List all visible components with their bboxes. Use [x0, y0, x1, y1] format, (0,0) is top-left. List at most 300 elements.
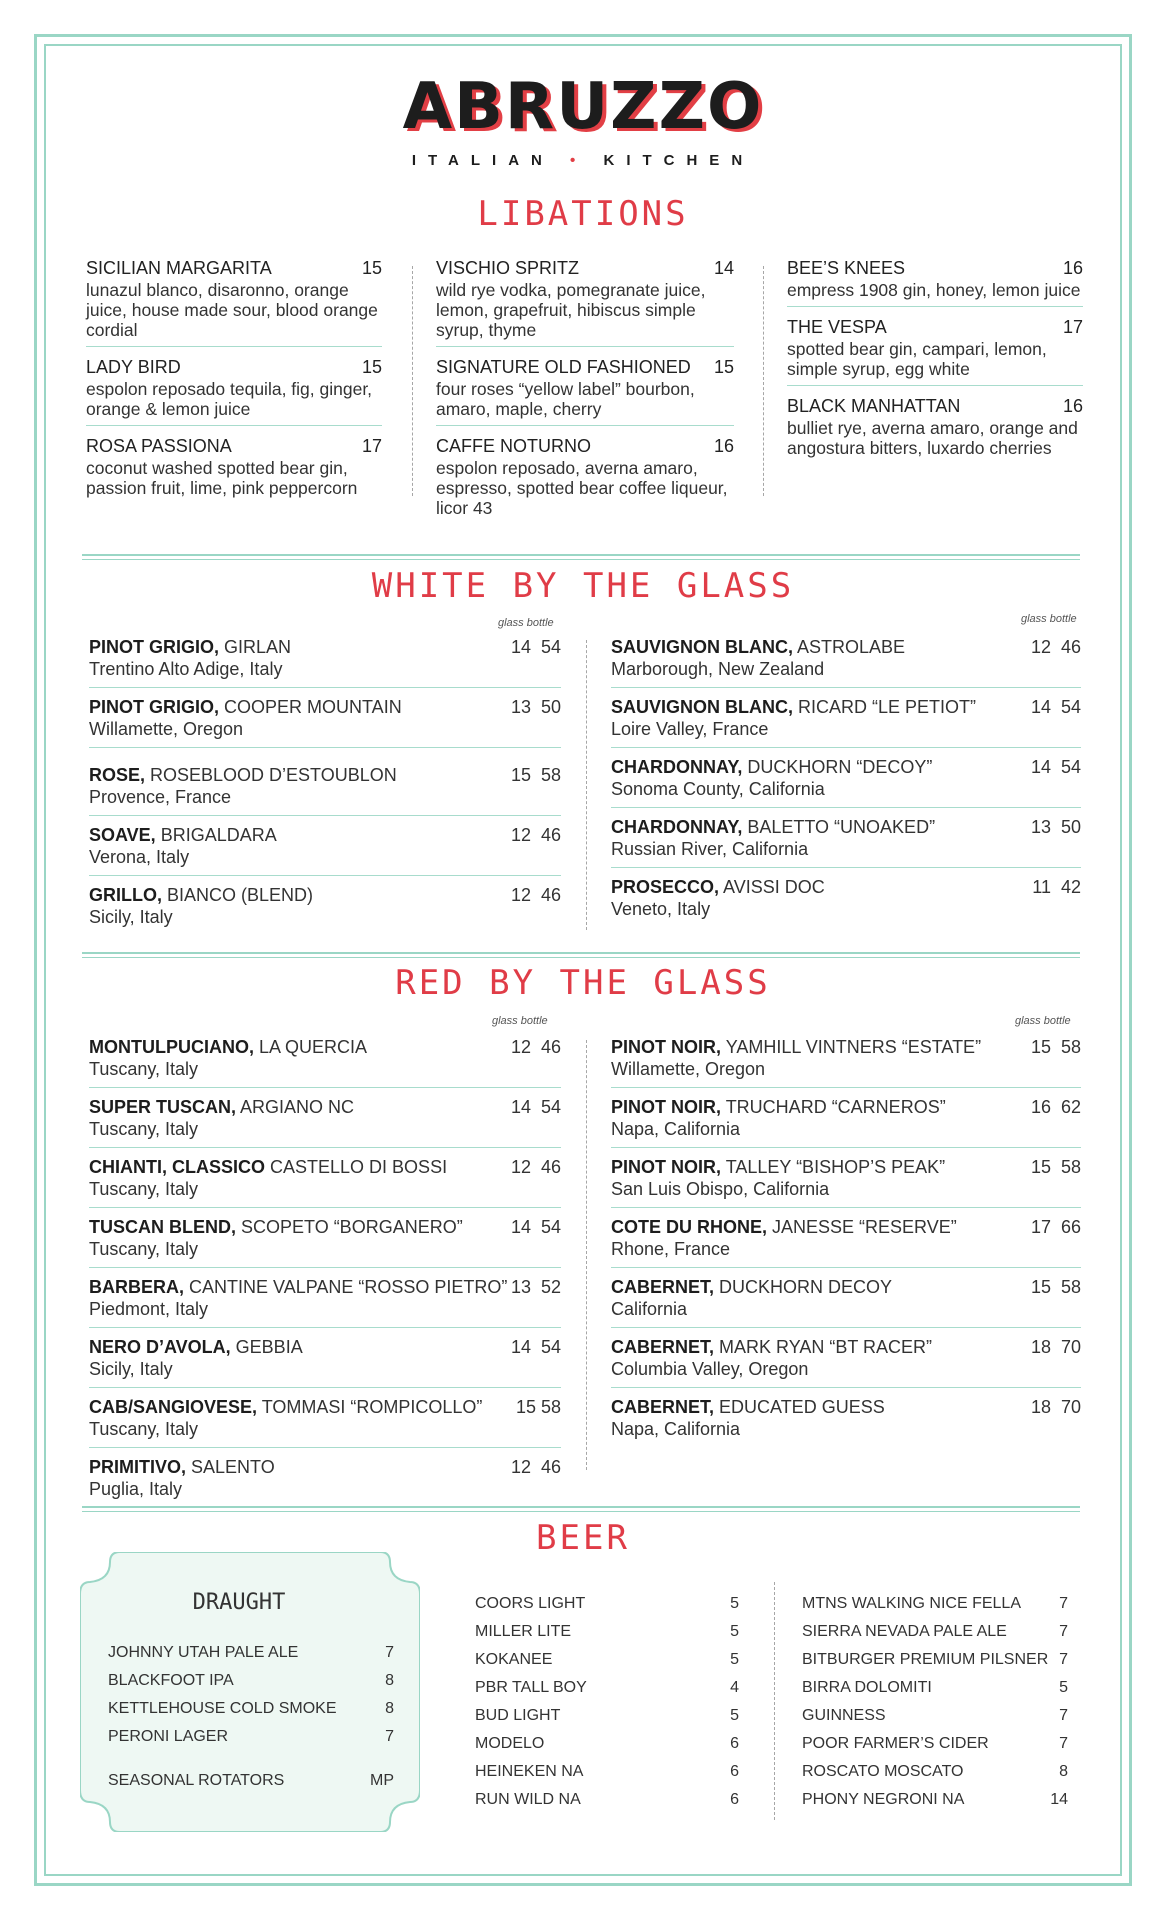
wine-producer: AVISSI DOC	[719, 877, 825, 897]
wine-region: Sicily, Italy	[89, 907, 173, 927]
wine-producer: TALLEY “BISHOP’S PEAK”	[721, 1157, 946, 1177]
wine-producer: CASTELLO DI BOSSI	[265, 1157, 448, 1177]
wine-name	[611, 876, 825, 898]
cocktail-price: 16	[1062, 396, 1083, 416]
column-divider	[586, 640, 587, 930]
beer-price: 5	[730, 1651, 739, 1668]
seasonal-row	[108, 1767, 394, 1795]
wine-name	[611, 696, 976, 718]
beer-name: PHONY NEGRONI NA	[802, 1791, 965, 1808]
cocktail-name: BEE’S KNEES	[787, 258, 906, 278]
wine-name	[89, 1156, 447, 1178]
wine-producer: SCOPETO “BORGANERO”	[236, 1217, 463, 1237]
cocktail-price: 17	[1062, 317, 1083, 337]
cocktail-item	[436, 434, 734, 524]
wine-varietal: CHIANTI, CLASSICO	[89, 1157, 266, 1177]
beer-name: SEASONAL ROTATORS	[108, 1772, 285, 1789]
wine-varietal: GRILLO,	[89, 885, 162, 905]
wine-item	[611, 696, 1081, 748]
beer-name: MODELO	[475, 1735, 545, 1752]
beer-name: BUD LIGHT	[475, 1707, 561, 1724]
beer-row	[802, 1758, 1068, 1786]
wine-varietal: ROSE,	[89, 765, 146, 785]
wine-header	[89, 1336, 561, 1358]
wine-region: Napa, California	[611, 1419, 741, 1439]
beer-row	[475, 1786, 739, 1814]
wine-producer: MARK RYAN “BT RACER”	[714, 1337, 933, 1357]
wine-header	[611, 1276, 1081, 1298]
wine-producer: DUCKHORN DECOY	[714, 1277, 893, 1297]
section-divider	[82, 554, 1080, 560]
beer-name: BITBURGER PREMIUM PILSNER	[802, 1651, 1049, 1668]
cocktail-description: coconut washed spotted bear gin, passion fruit, lime, pink peppercorn	[86, 458, 358, 498]
wine-price: 12 46	[510, 885, 561, 905]
wine-region: Trentino Alto Adige, Italy	[89, 659, 283, 679]
white-title: WHITE BY THE GLASS	[371, 566, 795, 606]
wine-price: 18 70	[1030, 1397, 1081, 1417]
beer-column-2	[802, 1590, 1068, 1814]
cocktail-item	[436, 355, 734, 426]
wine-varietal: SAUVIGNON BLANC,	[611, 697, 794, 717]
wine-region: Puglia, Italy	[89, 1479, 183, 1499]
wine-price: 12 46	[1030, 637, 1081, 657]
beer-row	[475, 1590, 739, 1618]
wine-producer: ARGIANO NC	[236, 1097, 355, 1117]
wine-price: 12 46	[510, 825, 561, 845]
wine-varietal: MONTULPUCIANO,	[89, 1037, 254, 1057]
wine-name	[89, 824, 277, 846]
column-divider	[412, 266, 413, 496]
beer-price: 7	[1059, 1651, 1068, 1668]
wine-producer: ROSEBLOOD D’ESTOUBLON	[145, 765, 397, 785]
wine-price: 18 70	[1030, 1337, 1081, 1357]
beer-row	[475, 1702, 739, 1730]
wine-item	[611, 1216, 1081, 1268]
beer-name: BLACKFOOT IPA	[108, 1672, 234, 1689]
wine-name	[89, 884, 313, 906]
wine-varietal: PINOT NOIR,	[611, 1037, 722, 1057]
beer-name: JOHNNY UTAH PALE ALE	[108, 1644, 299, 1661]
cocktail-description: lunazul blanco, disaronno, orange juice, house made sour, blood orange cordial	[86, 280, 378, 340]
cocktail-item	[787, 315, 1083, 386]
wine-varietal: SAUVIGNON BLANC,	[611, 637, 794, 657]
wine-header	[611, 1096, 1081, 1118]
wine-varietal: COTE DU RHONE,	[611, 1217, 768, 1237]
column-divider	[774, 1582, 775, 1820]
wine-name	[611, 816, 935, 838]
cocktail-header	[436, 258, 734, 279]
wine-name	[611, 756, 932, 778]
wine-producer: RICARD “LE PETIOT”	[793, 697, 977, 717]
beer-price: 7	[1059, 1707, 1068, 1724]
wine-name	[89, 1336, 303, 1358]
draught-rows	[108, 1639, 394, 1751]
cocktail-price: 17	[361, 436, 382, 456]
wine-price: 12 46	[510, 1157, 561, 1177]
wine-item	[89, 636, 561, 688]
beer-row	[802, 1646, 1068, 1674]
wine-item	[89, 1336, 561, 1388]
beer-name: PBR TALL BOY	[475, 1679, 587, 1696]
wine-price: 14 54	[510, 637, 561, 657]
beer-row	[475, 1730, 739, 1758]
wine-region: Tuscany, Italy	[89, 1239, 199, 1259]
beer-row	[802, 1730, 1068, 1758]
wine-header	[89, 764, 561, 786]
wine-region: Columbia Valley, Oregon	[611, 1359, 809, 1379]
wine-item	[611, 1336, 1081, 1388]
beer-price: 7	[385, 1644, 394, 1661]
wine-producer: BRIGALDARA	[155, 825, 277, 845]
draught-list	[108, 1590, 394, 1795]
cocktail-header	[86, 436, 382, 457]
wine-price: 15 58	[1030, 1157, 1081, 1177]
wine-header	[611, 1036, 1081, 1058]
wine-varietal: PROSECCO,	[611, 877, 720, 897]
cocktail-price: 15	[361, 357, 382, 377]
wine-price: 13 50	[510, 697, 561, 717]
wine-region: Willamette, Oregon	[89, 719, 244, 739]
wine-price: 12 46	[510, 1457, 561, 1477]
beer-column-1	[475, 1590, 739, 1814]
wine-name	[89, 1036, 367, 1058]
cocktail-description: espolon reposado, averna amaro, espresso, spotted bear coffee liqueur, licor 43	[436, 458, 728, 518]
beer-name: COORS LIGHT	[475, 1595, 586, 1612]
cocktail-description: espolon reposado tequila, fig, ginger, orange & lemon juice	[86, 379, 373, 419]
wine-name	[611, 1216, 957, 1238]
beer-price: 5	[730, 1707, 739, 1724]
wine-name	[611, 1036, 981, 1058]
beer-name: KOKANEE	[475, 1651, 553, 1668]
wine-region: Tuscany, Italy	[89, 1179, 199, 1199]
wine-header	[89, 884, 561, 906]
glass-bottle-label: glass bottle	[1021, 613, 1077, 625]
wine-item	[611, 1156, 1081, 1208]
beer-title: BEER	[536, 1518, 630, 1558]
wine-region: California	[611, 1299, 688, 1319]
red-left-column	[89, 1036, 561, 1516]
libations-column-1	[86, 256, 382, 512]
wine-header	[89, 1456, 561, 1478]
wine-region: San Luis Obispo, California	[611, 1179, 830, 1199]
beer-name: GUINNESS	[802, 1707, 886, 1724]
wine-price: 11 42	[1032, 877, 1081, 897]
wine-price: 14 54	[1030, 757, 1081, 777]
wine-item	[611, 636, 1081, 688]
column-divider	[586, 1040, 587, 1470]
beer-price: 7	[1059, 1595, 1068, 1612]
wine-item	[611, 1036, 1081, 1088]
cocktail-item	[86, 434, 382, 504]
wine-name	[89, 1456, 275, 1478]
wine-region: Provence, France	[89, 787, 232, 807]
wine-item	[611, 1276, 1081, 1328]
wine-region: Sicily, Italy	[89, 1359, 173, 1379]
beer-name: POOR FARMER’S CIDER	[802, 1735, 989, 1752]
wine-item	[89, 1036, 561, 1088]
cocktail-name: LADY BIRD	[86, 357, 181, 377]
beer-row	[475, 1618, 739, 1646]
beer-price: 5	[730, 1623, 739, 1640]
cocktail-description: spotted bear gin, campari, lemon, simple syrup, egg white	[787, 339, 1047, 379]
wine-region: Willamette, Oregon	[611, 1059, 766, 1079]
beer-row	[108, 1667, 394, 1695]
wine-header	[611, 1156, 1081, 1178]
beer-name: RUN WILD NA	[475, 1791, 581, 1808]
wine-producer: COOPER MOUNTAIN	[219, 697, 402, 717]
beer-price: 6	[730, 1791, 739, 1808]
cocktail-item	[86, 355, 382, 426]
cocktail-price: 14	[713, 258, 734, 278]
beer-price: 5	[1059, 1679, 1068, 1696]
beer-row	[475, 1758, 739, 1786]
beer-price: 14	[1050, 1791, 1068, 1808]
wine-price: 13 52	[510, 1277, 561, 1297]
cocktail-price: 15	[361, 258, 382, 278]
wine-varietal: PINOT GRIGIO,	[89, 637, 220, 657]
libations-title: LIBATIONS	[477, 194, 689, 234]
cocktail-name: BLACK MANHATTAN	[787, 396, 961, 416]
cocktail-name: THE VESPA	[787, 317, 887, 337]
beer-row	[475, 1674, 739, 1702]
wine-header	[611, 876, 1081, 898]
wine-price: 17 66	[1030, 1217, 1081, 1237]
wine-varietal: PINOT GRIGIO,	[89, 697, 220, 717]
wine-header	[611, 816, 1081, 838]
wine-varietal: PINOT NOIR,	[611, 1157, 722, 1177]
white-right-column	[611, 636, 1081, 936]
wine-item	[89, 1096, 561, 1148]
section-divider	[82, 1506, 1080, 1512]
wine-header	[89, 1216, 561, 1238]
beer-price: 8	[385, 1672, 394, 1689]
wine-header	[89, 1156, 561, 1178]
wine-varietal: SUPER TUSCAN,	[89, 1097, 237, 1117]
wine-item	[611, 756, 1081, 808]
beer-row	[108, 1695, 394, 1723]
glass-bottle-label: glass bottle	[492, 1015, 548, 1027]
beer-row	[802, 1618, 1068, 1646]
red-title: RED BY THE GLASS	[395, 963, 771, 1003]
wine-header	[89, 636, 561, 658]
beer-price: 6	[730, 1763, 739, 1780]
tagline-dot: •	[570, 152, 588, 169]
beer-row	[475, 1646, 739, 1674]
glass-bottle-label: glass bottle	[498, 617, 554, 629]
wine-price: 15 58	[515, 1397, 561, 1417]
wine-header	[611, 1396, 1081, 1418]
beer-row	[108, 1723, 394, 1751]
cocktail-description: bulliet rye, averna amaro, orange and angostura bitters, luxardo cherries	[787, 418, 1078, 458]
beer-name: SIERRA NEVADA PALE ALE	[802, 1623, 1007, 1640]
glass-bottle-label: glass bottle	[1015, 1015, 1071, 1027]
wine-varietal: CAB/SANGIOVESE,	[89, 1397, 258, 1417]
cocktail-header	[436, 357, 734, 378]
wine-region: Rhone, France	[611, 1239, 731, 1259]
wine-item	[89, 1396, 561, 1448]
wine-name	[89, 764, 397, 786]
wine-header	[611, 1336, 1081, 1358]
beer-name: BIRRA DOLOMITI	[802, 1679, 932, 1696]
wine-producer: BIANCO (BLEND)	[162, 885, 314, 905]
beer-name: MILLER LITE	[475, 1623, 572, 1640]
wine-name	[611, 1156, 945, 1178]
wine-region: Veneto, Italy	[611, 899, 711, 919]
wine-price: 14 54	[510, 1097, 561, 1117]
tagline-left: ITALIAN	[411, 152, 554, 169]
section-divider	[82, 952, 1080, 958]
wine-region: Marborough, New Zealand	[611, 659, 825, 679]
wine-price: 14 54	[510, 1337, 561, 1357]
wine-region: Tuscany, Italy	[89, 1119, 199, 1139]
wine-price: 14 54	[1030, 697, 1081, 717]
wine-region: Tuscany, Italy	[89, 1419, 199, 1439]
wine-producer: LA QUERCIA	[254, 1037, 368, 1057]
wine-item	[611, 1096, 1081, 1148]
wine-price: 15 58	[1030, 1037, 1081, 1057]
wine-item	[89, 824, 561, 876]
libations-column-2	[436, 256, 734, 532]
cocktail-description: four roses “yellow label” bourbon, amaro, maple, cherry	[436, 379, 695, 419]
cocktail-header	[436, 436, 734, 457]
wine-header	[89, 1276, 561, 1298]
wine-header	[611, 636, 1081, 658]
cocktail-name: SIGNATURE OLD FASHIONED	[436, 357, 691, 377]
wine-header	[89, 1396, 561, 1418]
beer-price: 8	[385, 1700, 394, 1717]
wine-name	[89, 1396, 482, 1418]
wine-region: Piedmont, Italy	[89, 1299, 209, 1319]
wine-varietal: SOAVE,	[89, 825, 156, 845]
beer-name: KETTLEHOUSE COLD SMOKE	[108, 1700, 337, 1717]
wine-region: Verona, Italy	[89, 847, 190, 867]
cocktail-header	[787, 258, 1083, 279]
cocktail-header	[787, 396, 1083, 417]
red-right-column	[611, 1036, 1081, 1456]
beer-price: 4	[730, 1679, 739, 1696]
wine-price: 16 62	[1030, 1097, 1081, 1117]
wine-name	[611, 636, 905, 658]
wine-region: Napa, California	[611, 1119, 741, 1139]
wine-producer: EDUCATED GUESS	[714, 1397, 885, 1417]
wine-producer: BALETTO “UNOAKED”	[742, 817, 936, 837]
beer-price: MP	[370, 1772, 394, 1789]
cocktail-description: wild rye vodka, pomegranate juice, lemon, grapefruit, hibiscus simple syrup, thyme	[436, 280, 706, 340]
wine-varietal: CHARDONNAY,	[611, 757, 743, 777]
wine-item	[89, 1156, 561, 1208]
wine-producer: TRUCHARD “CARNEROS”	[721, 1097, 946, 1117]
beer-name: PERONI LAGER	[108, 1728, 229, 1745]
wine-region: Russian River, California	[611, 839, 809, 859]
wine-name	[89, 1096, 354, 1118]
beer-price: 8	[1059, 1763, 1068, 1780]
cocktail-header	[86, 258, 382, 279]
wine-producer: CANTINE VALPANE “ROSSO PIETRO”	[184, 1277, 508, 1297]
wine-varietal: NERO D’AVOLA,	[89, 1337, 231, 1357]
wine-name	[611, 1096, 946, 1118]
wine-producer: YAMHILL VINTNERS “ESTATE”	[721, 1037, 982, 1057]
wine-name	[89, 696, 402, 718]
cocktail-name: SICILIAN MARGARITA	[86, 258, 272, 278]
wine-price: 12 46	[510, 1037, 561, 1057]
beer-row	[108, 1639, 394, 1667]
tagline-right: KITCHEN	[603, 152, 755, 169]
wine-item	[89, 696, 561, 748]
beer-price: 7	[1059, 1735, 1068, 1752]
wine-item	[89, 1456, 561, 1508]
wine-item	[89, 1276, 561, 1328]
wine-price: 14 54	[510, 1217, 561, 1237]
beer-price: 6	[730, 1735, 739, 1752]
wine-region: Sonoma County, California	[611, 779, 825, 799]
wine-header	[89, 1096, 561, 1118]
cocktail-item	[787, 394, 1083, 464]
wine-name	[611, 1396, 885, 1418]
beer-name: HEINEKEN NA	[475, 1763, 584, 1780]
wine-producer: DUCKHORN “DECOY”	[742, 757, 933, 777]
wine-name	[611, 1276, 892, 1298]
cocktail-name: ROSA PASSIONA	[86, 436, 232, 456]
wine-producer: TOMMASI “ROMPICOLLO”	[257, 1397, 483, 1417]
wine-varietal: CHARDONNAY,	[611, 817, 743, 837]
wine-item	[89, 1216, 561, 1268]
wine-producer: JANESSE “RESERVE”	[767, 1217, 957, 1237]
cocktail-description: empress 1908 gin, honey, lemon juice	[787, 280, 1081, 300]
cocktail-header	[86, 357, 382, 378]
wine-varietal: PRIMITIVO,	[89, 1457, 187, 1477]
wine-varietal: CABERNET,	[611, 1277, 715, 1297]
cocktail-header	[787, 317, 1083, 338]
cocktail-price: 16	[713, 436, 734, 456]
libations-column-3	[787, 256, 1083, 472]
wine-producer: GIRLAN	[219, 637, 292, 657]
wine-name	[89, 1276, 507, 1298]
cocktail-item	[787, 256, 1083, 307]
wine-varietal: TUSCAN BLEND,	[89, 1217, 236, 1237]
wine-price: 15 58	[1030, 1277, 1081, 1297]
wine-header	[89, 696, 561, 718]
wine-header	[611, 1216, 1081, 1238]
wine-price: 13 50	[1030, 817, 1081, 837]
beer-price: 5	[730, 1595, 739, 1612]
wine-header	[611, 756, 1081, 778]
cocktail-item	[436, 256, 734, 347]
brand-logo: ABRUZZO	[402, 70, 764, 144]
wine-header	[611, 696, 1081, 718]
wine-item	[611, 1396, 1081, 1448]
column-divider	[763, 266, 764, 496]
wine-producer: GEBBIA	[230, 1337, 303, 1357]
cocktail-item	[86, 256, 382, 347]
beer-name: ROSCATO MOSCATO	[802, 1763, 964, 1780]
wine-varietal: PINOT NOIR,	[611, 1097, 722, 1117]
wine-producer: ASTROLABE	[793, 637, 906, 657]
wine-region: Loire Valley, France	[611, 719, 769, 739]
cocktail-price: 16	[1062, 258, 1083, 278]
wine-varietal: BARBERA,	[89, 1277, 185, 1297]
white-left-column	[89, 636, 561, 944]
wine-name	[89, 636, 291, 658]
wine-region: Tuscany, Italy	[89, 1059, 199, 1079]
wine-price: 15 58	[510, 765, 561, 785]
cocktail-name: CAFFE NOTURNO	[436, 436, 591, 456]
cocktail-name: VISCHIO SPRITZ	[436, 258, 580, 278]
beer-row	[802, 1674, 1068, 1702]
beer-row	[802, 1590, 1068, 1618]
wine-header	[89, 824, 561, 846]
beer-row	[802, 1786, 1068, 1814]
wine-name	[89, 1216, 463, 1238]
